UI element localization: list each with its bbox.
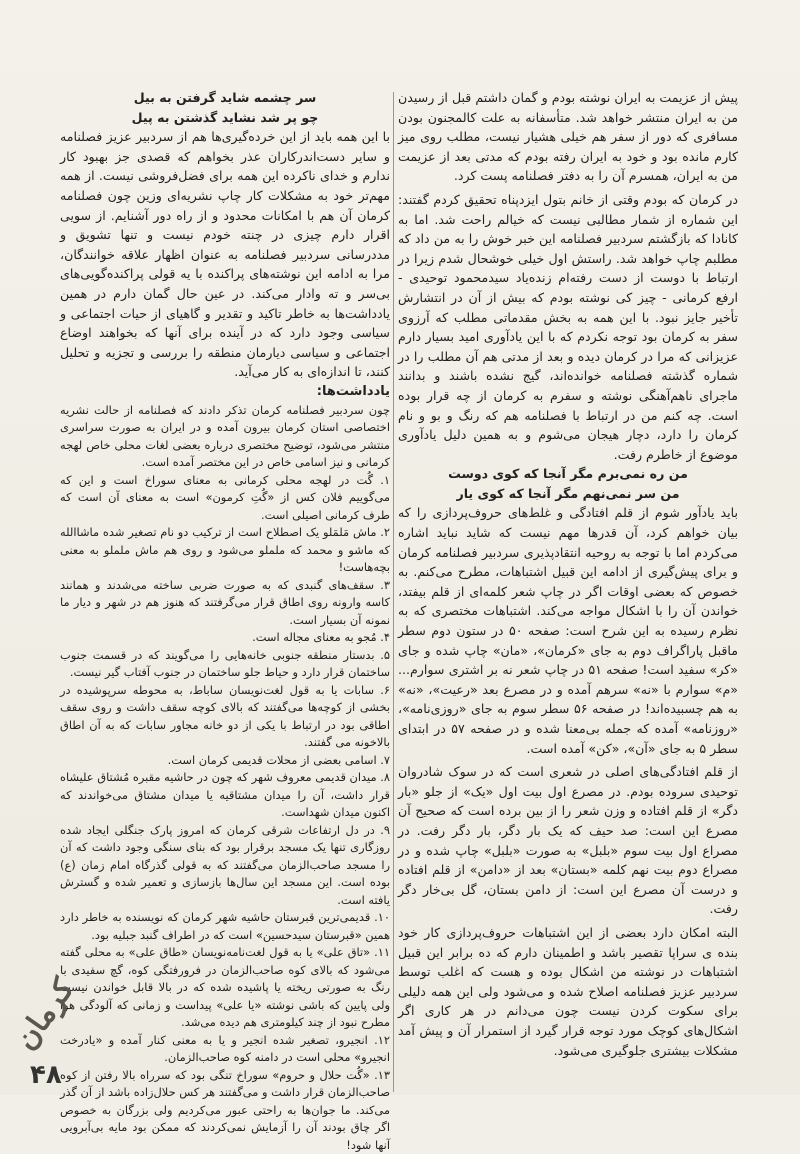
page-number: ۴۸ [30,1060,62,1090]
notes-intro: چون سردبیر فصلنامه کرمان تذکر دادند که فصلنامه از حالت نشریه اختصاصی استان کرمان بیرون آمده و در ایران به صورت سراسری منتشر می‌شود، توضیح مختصری درباره بعضی لغات محلی خاص لهجه کرمانی و نیز اسامی خاص در این مختصر آمده است. [60,402,390,472]
note-item: ۳. سقف‌های گنبدی که به صورت ضربی ساخته می‌شدند و همانند کاسه وارونه روی اطاق قرار می‌گرفتند که هنوز هم در شهر و دیار ما نمونه آن بسیار است. [60,577,390,630]
column-divider [393,92,394,1092]
paragraph: پیش از عزیمت به ایران نوشته بودم و گمان داشتم قبل از رسیدن من به ایران منتشر خواهد شد. متأسفانه به علت کالمجنون بودن مسافری که دور از سفر هم خیلی هشیار نیست، مطلب روی میز کارم مانده بود و خود به ایران رفته بودم که مدتی بعد از عزیمت من به ایران، همسرم آن را به دفتر فصلنامه پست کرد. [398,88,738,186]
note-item: ۱۳. «گُت حلال و حروم» سوراخ تنگی بود که سرراه بالا رفتن از کوه صاحب‌الزمان قرار داشت و می‌گفتند هر کس حلال‌زاده باشد از آن گذر می‌کند. ما جوان‌ها به راحتی عبور می‌کردیم ولی بزرگان به خصوص اگر چاق بودند آن را آزمایش نمی‌کردند که ممکن بود مایه بی‌آبرویی آنها شود! [60,1067,390,1154]
note-item: ۴. مُجو به معنای مجاله است. [60,629,390,647]
note-item: ۲. ماش مَلمَلو یک اصطلاح است از ترکیب دو نام تصغیر شده ماشاالله که ماشو و محمد که ململو می‌شود و روی هم ماش ململو به معنی بچه‌هاست! [60,524,390,577]
paragraph: در کرمان که بودم وقتی از خانم بتول ایزدپناه تحقیق کردم گفتند: این شماره از شمار مطالبی نیست که خیالم راحت شد. اما به کانادا که بازگشتم سردبیر فصلنامه این خبر خوش را به من داد که مطلبم چاپ خواهد شد. راستش اول خیلی خوشحال شدم زیرا در ارتباط با دوست از دست رفته‌ام زنده‌یاد سیدمحمود توحیدی - ارفع کرمانی - چیز کی نوشته بودم که بیش از آن در انتشارش تأخیر جایز نبود. با این همه به بخش مقدماتی مطلب که آرزوی سفر به کرمان بود توجه نکردم که با این یادآوری امید بسیار دارم عزیزانی که مرا در کرمان دیده و بعد از مدتی هم آن مطلب را در شماره گذشته فصلنامه خوانده‌اند، گیج نشده باشند و بدانند ماجرای ناهم‌آهنگی نوشته و سفرم به کرمان از چه قرار بوده است. چه کنم من در ارتباط با فصلنامه هم که رنگ و بو و نام کرمان را دارد، دچار هیجان می‌شوم و به همین دلیل یادآوری موضوع از خاطرم رفت. [398,190,738,464]
right-column [398,88,738,1088]
poem-verse: من سر نمی‌نهم مگر آنجا که کوی یار [398,484,738,504]
poem-verse: سر چشمه شاید گرفتن به بیل [60,88,390,108]
magazine-logo: کرمان [0,980,82,1064]
note-item: ۸. میدان قدیمی معروف شهر که چون در حاشیه مقبره مُشتاق علیشاه قرار داشت، آن را میدان مشتاقیه یا میدان مشتاق می‌خواندند که اکنون میدان شهداست. [60,769,390,822]
poem-verse: چو پر شد نشاید گذشتن به پیل [60,108,390,128]
paragraph: با این همه باید از این خرده‌گیری‌ها هم از سردبیر عزیز فصلنامه و سایر دست‌اندرکاران عذر بخواهم که قصدی جز بهبود کار ندارم و خدای ناکرده این همه برای فضل‌فروشی نیست. از همه مهم‌تر خود به مشکلات کار چاپ نشریه‌ای وزین چون فصلنامه کرمان آن هم با امکانات محدود و از راه دور آشنایم. از سویی اقرار دارم چیزی در چنته خودم نیست و تنها تشویق و مددرسانی سردبیر فصلنامه به عنوان اظهار علاقه خوانندگان، مرا به ادامه این نوشته‌های پراکنده با یه قولی پراکنده‌گویی‌های بی‌سر و ته وادار می‌کند. در عین حال گمان دارم در همین یادداشت‌ها به خاطر تاکید و تقدیر و گاهیای از حیات اجتماعی و سیاسی وجود دارد که در آینده برای آنها که بخواهند اوضاع اجتماعی و سیاسی دیارمان منطقه را بررسی و تجزیه و تحلیل کنند، تا اندازه‌ای به کار می‌آید. [60,127,390,382]
notes-heading: یادداشت‌ها: [60,382,390,402]
left-column [60,88,390,1018]
paragraph: از قلم افتادگی‌های اصلی در شعری است که در سوک شادروان توحیدی سروده بودم. در مصرع اول بیت اول «یک» از جلو «بار دگر» از قلم افتاده و وزن شعر را از بین برده است که صحیح آن مصرع این است: صد حیف که یک بار دگر، بار دگر رفت. در مصراع اول بیت سوم «بلبل» به صورت «بلبل» چاپ شده و در مصراع دوم بیت نهم کلمه «بستان» بعد از «دامن» از قلم افتاده و درست آن مصرع این است: از دامن بستان، گل بی‌خار دگر رفت. [398,762,738,919]
note-item: ۶. سابات یا به قول لغت‌نویسان ساباط، به محوطه سرپوشیده در بخشی از کوچه‌ها می‌گفتند که بالای کوچه سقف داشت و روی سقف اطاقی بود در ارتباط با یکی از دو خانه مجاور سابات که به آن اطاق بالاخونه می گفتند. [60,682,390,752]
notes-list [60,402,390,1154]
note-item: ۱۰. قدیمی‌ترین قبرستان حاشیه شهر کرمان که نویسنده به خاطر دارد همین «قبرستان سیدحسین» است که در اطراف گنبد جبلیه بود. [60,909,390,944]
note-item: ۱۱. «تاق علی» یا به قول لغت‌نامه‌نویسان «طاق علی» به محلی گفته می‌شود که بالای کوه صاحب‌الزمان در فرورفتگی کوه، گچ سفیدی با رنگ به صورتی ریخته یا پاشیده شده که در بالا قابل خواندن نیست ولی پایین که باشی نوشته «یا علی» پیداست و زمانی که آلودگی هوا مطرح نبود از چند کیلومتری هم دیده می‌شد. [60,944,390,1032]
note-item: ۵. بدستار منطقه جنوبی خانه‌هایی را می‌گویند که در قسمت جنوب ساختمان قرار دارد و حیاط جلو ساختمان در جنوب آفتاب گیر نیست. [60,647,390,682]
note-item: ۹. در دل ارتفاعات شرقی کرمان که امروز پارک جنگلی ایجاد شده روزگاری تنها یک مسجد برقرار بود که بنای سنگی وجود داشت که آن را مسجد صاحب‌الزمان می‌گفتند که به قولی گذرگاه امام زمان (ع) بوده است. این مسجد این سال‌ها بازسازی و تعمیر شده و گسترش یافته است. [60,822,390,910]
note-item: ۷. اسامی بعضی از محلات قدیمی کرمان است. [60,752,390,770]
note-item: ۱. گُت در لهجه محلی کرمانی به معنای سوراخ است و این که می‌گوییم فلان کس از «گُتِ کرمون» است به معنای آن است که طرف کرمانی اصیلی است. [60,472,390,525]
poem-verse: من ره نمی‌برم مگر آنجا که کوی دوست [398,464,738,484]
paragraph: باید یادآور شوم از قلم افتادگی و غلط‌های حروف‌پردازی را که بیان خواهم کرد، آن قدرها مهم نیست که شاید نباید اشاره می‌کردم اما با توجه به روحیه انتقادپذیری سردبیر فصلنامه کرمان و برای پیش‌گیری از ادامه این قبیل اشتباهات، مطرح می‌کنم. به خصوص که بعضی اوقات اگر در چاپ شعر کلمه‌ای از قلم بیفتد، خواندن آن را با اشکال مواجه می‌کند. اشتباهات مختصری که به نظرم رسیده به این شرح است: صفحه ۵۰ در ستون دوم سطر ماقبل پاراگراف دوم به جای «کرمان»، «مان» چاپ شده و جای «کر» سفید است! صفحه ۵۱ در چاپ شعر نه بر اشتری سوارم... «م» سوارم با «نه» سرهم آمده و در مصرع بعد «رعیت»، «نه» به هم چسبیده‌اند! در صفحه ۵۶ سطر سوم به جای «روزی‌نامه»، «روزنامه» آمده که جمله بی‌معنا شده و در صفحه ۵۷ در ابتدای سطر ۵ به جای «آن»، «کن» آمده است. [398,503,738,758]
note-item: ۱۲. انجیرو، تصغیر شده انجیر و یا به معنی کنار آمده و «یادرخت انجیرو» محلی است در دامنه کوه صاحب‌الزمان. [60,1032,390,1067]
paragraph: البته امکان دارد بعضی از این اشتباهات حروف‌پردازی کار خود بنده ی سراپا تقصیر باشد و اطمینان دارم که ده برابر این قبیل اشتباهات در نوشته من اشکال بوده و هست که اغلب توسط سردبیر عزیز فصلنامه اصلاح شده و می‌شود ولی این همه دلیلی برای سکوت کردن نیست چون می‌دانم در هر کاری اگر اشکال‌های کوچک مورد توجه قرار گیرد از استمرار آن و پیش آمد مشکلات بیشتری جلوگیری می‌شود. [398,923,738,1060]
